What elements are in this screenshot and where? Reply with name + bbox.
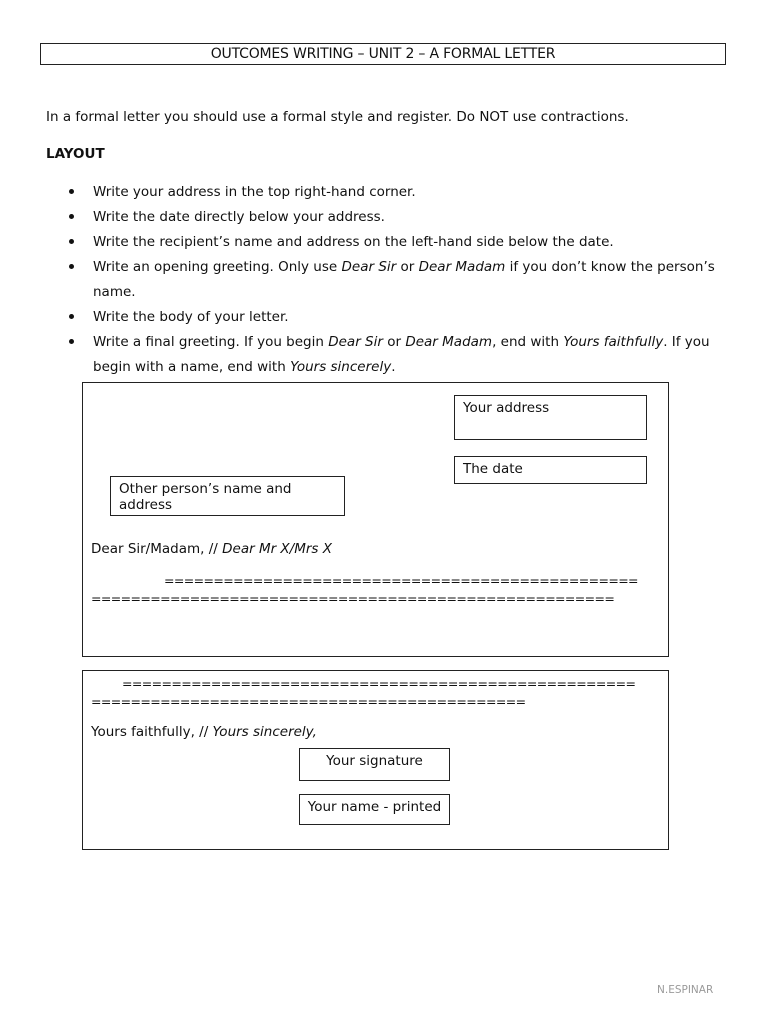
layout-heading: LAYOUT — [46, 146, 105, 162]
signature-label: Your signature — [326, 753, 423, 769]
bullet-text: if you don’t know the person’s name. — [93, 259, 715, 300]
bullet-text: Write your address in the top right-hand corner. — [93, 184, 416, 200]
your-address-box — [454, 395, 647, 440]
date-label: The date — [463, 461, 523, 477]
letter-body-line: ===================================================== — [91, 591, 615, 606]
closing-greeting-alt: Yours sincerely, — [212, 724, 317, 740]
bullet-text: Write the recipient’s name and address on the left-hand side below the date. — [93, 234, 614, 250]
layout-bullet-item — [44, 180, 734, 205]
layout-bullet-list — [44, 180, 734, 380]
recipient-address-label: Other person’s name and address — [119, 481, 292, 513]
page-title: OUTCOMES WRITING – UNIT 2 – A FORMAL LETTER — [40, 43, 726, 65]
layout-bullet-item — [44, 230, 734, 255]
bullet-text: Write a final greeting. If you begin — [93, 334, 329, 350]
layout-bullet-item — [44, 255, 734, 305]
closing-greeting — [91, 724, 317, 740]
bullet-text: or — [382, 334, 406, 350]
printed-name-box — [299, 794, 450, 825]
layout-bullet-item — [44, 205, 734, 230]
layout-bullet-item — [44, 305, 734, 330]
bullet-text: Write the body of your letter. — [93, 309, 289, 325]
bullet-italic-text: Yours sincerely — [290, 359, 392, 375]
bullet-italic-text: Dear Madam — [405, 334, 493, 350]
author-footer: N.ESPINAR — [657, 984, 714, 996]
bullet-text: . If you begin with a name, end with — [93, 334, 710, 375]
letter-body-line: ============================================ — [91, 694, 526, 709]
layout-bullet-item — [44, 330, 734, 380]
opening-greeting-text: Dear Sir/Madam, // — [91, 541, 223, 557]
recipient-address-box — [110, 476, 345, 516]
letter-body-line: ==================================================== — [122, 676, 636, 691]
bullet-text: . — [391, 359, 396, 375]
opening-greeting — [91, 541, 332, 557]
bullet-text: Write an opening greeting. Only use — [93, 259, 342, 275]
your-address-label: Your address — [463, 400, 550, 416]
letter-body-line: ================================================ — [164, 573, 638, 588]
bullet-text: or — [396, 259, 419, 275]
bullet-italic-text: Yours faithfully — [563, 334, 664, 350]
printed-name-label: Your name - printed — [307, 799, 442, 815]
signature-box — [299, 748, 450, 781]
bullet-text: Write the date directly below your address. — [93, 209, 385, 225]
intro-paragraph: In a formal letter you should use a formal style and register. Do NOT use contractions. — [46, 109, 629, 125]
closing-greeting-text: Yours faithfully, // — [91, 724, 213, 740]
bullet-italic-text: Dear Madam — [418, 259, 506, 275]
opening-greeting-alt: Dear Mr X/Mrs X — [222, 541, 332, 557]
date-box — [454, 456, 647, 484]
bullet-italic-text: Dear Sir — [328, 334, 383, 350]
bullet-text: , end with — [492, 334, 564, 350]
bullet-italic-text: Dear Sir — [341, 259, 397, 275]
